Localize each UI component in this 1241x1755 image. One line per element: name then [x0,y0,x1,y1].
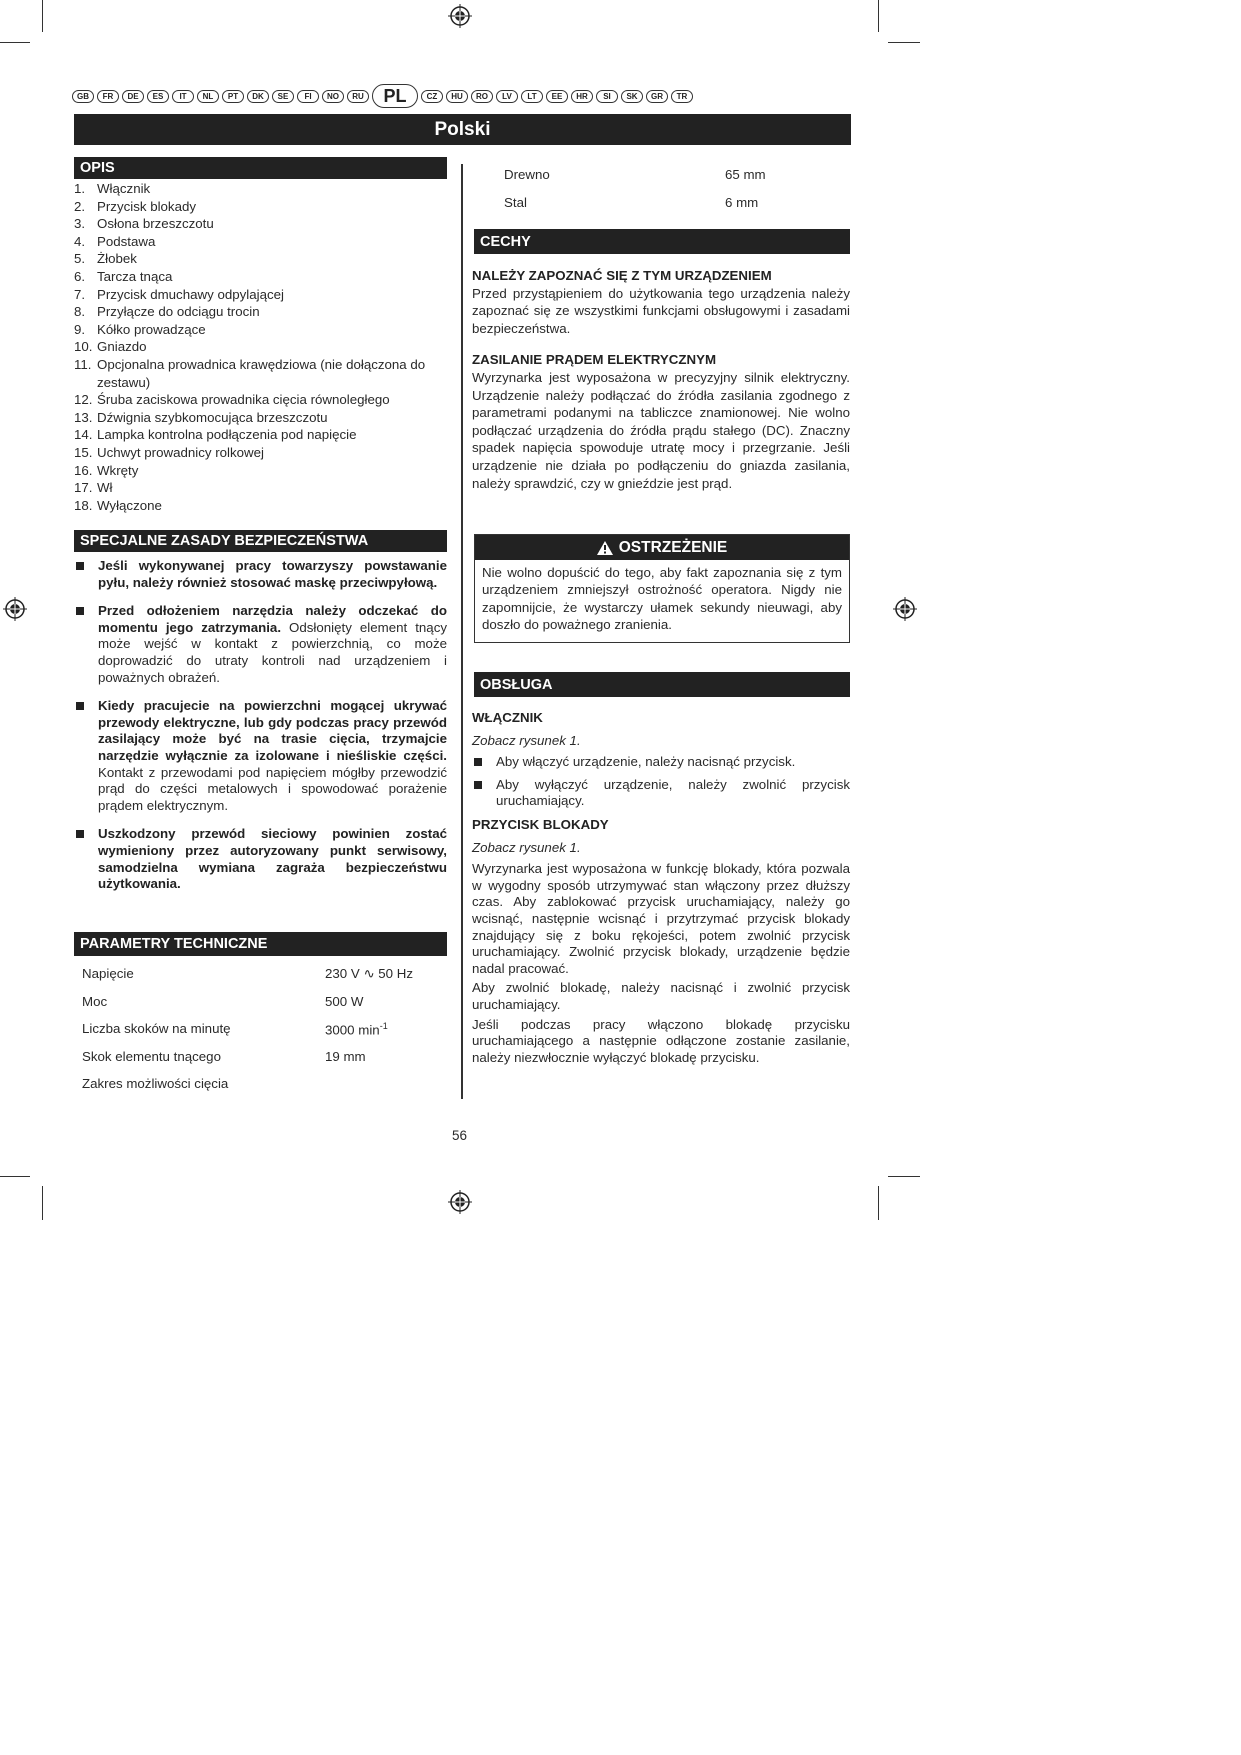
square-bullet-icon [76,562,84,570]
list-item [74,409,449,427]
item-number: 10. [74,339,93,355]
item-text: Śruba zaciskowa prowadnika cięcia równoległego [97,392,390,408]
item-text: Osłona brzeszczotu [97,216,214,232]
crop-mark [878,0,879,32]
language-badge-si[interactable]: SI [596,90,618,103]
list-item [74,303,449,321]
language-badge-se[interactable]: SE [272,90,294,103]
item-number: 17. [74,480,93,496]
language-badge-hr[interactable]: HR [571,90,593,103]
figure-reference: Zobacz rysunek 1. [472,732,581,748]
list-item [74,180,449,198]
item-text: Opcjonalna prowadnica krawędziowa (nie dołączona do zestawu) [97,356,426,390]
figure-reference: Zobacz rysunek 1. [472,839,581,855]
list-item [74,286,449,304]
registration-mark-icon [3,597,27,621]
item-number: 1. [74,181,86,196]
list-item [74,321,449,339]
language-badge-hu[interactable]: HU [446,90,468,103]
warning-box [474,534,850,643]
list-item [472,754,850,771]
param-value [325,966,413,982]
item-text: Przyłącze do odciągu trocin [97,304,260,320]
opis-list [74,180,449,514]
section-heading-params: PARAMETRY TECHNICZNE [74,932,447,956]
language-badge-cz[interactable]: CZ [421,90,443,103]
item-text: Wyłączone [97,497,162,513]
language-badge-dk[interactable]: DK [247,90,269,103]
param-value [325,994,363,1009]
paragraph: Przed przystąpieniem do użytkowania tego urządzenia należy zapoznać się ze wszystkimi funkcjami obsługowymi i zasadami bezpieczeństwa. [472,285,850,336]
item-number: 8. [74,304,86,320]
language-badge-fr[interactable]: FR [97,90,119,103]
list-item [74,391,449,409]
param-value [725,167,766,182]
paragraph: Jeśli podczas pracy włączono blokadę przycisku uruchamiającego a następnie odłączone zostanie zasilanie, należy niezwłocznie wyłączyć blokadę przycisku. [472,1016,850,1065]
crop-mark [888,42,920,43]
section-heading-opis: OPIS [74,157,447,179]
safety-list [74,558,447,905]
square-bullet-icon [76,830,84,838]
param-value-text: 19 mm [325,1048,366,1064]
language-badge-fi[interactable]: FI [297,90,319,103]
item-number: 13. [74,409,93,425]
subheading: ZASILANIE PRĄDEM ELEKTRYCZNYM [472,352,717,368]
language-badge-sk[interactable]: SK [621,90,643,103]
param-label: Zakres możliwości cięcia [82,1076,229,1091]
page-number: 56 [452,1128,468,1143]
item-number: 16. [74,462,93,478]
column-divider [461,164,463,1099]
param-value-text: 6 mm [725,195,759,210]
item-text: Tarcza tnąca [97,268,173,284]
language-badge-gb[interactable]: GB [72,90,94,103]
list-item [74,558,447,591]
item-text: Lampka kontrolna podłączenia pod napięcie [97,427,357,443]
obsluga-content [472,709,850,1066]
list-item [74,444,449,462]
list-item [472,777,850,810]
square-bullet-icon [76,607,84,615]
body-text: Kontakt z przewodami pod napięciem mógłby przewodzić prąd do części metalowych i spowodować porażenie prądem elektrycznym. [98,764,447,813]
item-text: Gniazdo [97,339,147,355]
item-number: 2. [74,198,86,214]
cechy-content [472,267,850,492]
table-row [82,1021,442,1041]
param-value [325,1021,388,1037]
item-number: 15. [74,444,93,460]
item-text: Włącznik [97,181,151,196]
section-heading-obsluga: OBSŁUGA [474,672,850,697]
param-label: Drewno [504,167,550,182]
bold-text: Przed odłożeniem narzędzia należy odczekać do momentu jego zatrzymania. [98,603,447,635]
list-item [74,356,449,391]
subheading: PRZYCISK BLOKADY [472,816,609,832]
body-text: Odsłonięty element tnący może wejść w kontakt z powierzchnią, co może doprowadzić do utraty kontroli nad urządzeniem i poważnych obrażeń. [98,619,447,685]
list-item [74,233,449,251]
param-value [725,195,758,210]
paragraph: Wyrzynarka jest wyposażona w funkcję blokady, która pozwala w wygodny sposób utrzymywać stan włączony przez dłuższy czas. Aby zablokować przycisk uruchamiający, należy go wcisnąć, następnie wcisnąć i przytrzymać przycisk blokady znajdujący się z boku rękojeści, potem zwolnić przycisk uruchamiający. Zwolnić przycisk blokady, urządzenie będzie nadal pracować. [472,861,850,976]
bullet-text: Aby włączyć urządzenie, należy nacisnąć przycisk. [496,754,796,770]
section-heading-safety: SPECJALNE ZASADY BEZPIECZEŃSTWA [74,530,447,552]
section-heading-cechy: CECHY [474,229,850,254]
list-item [74,698,447,814]
list-item [74,826,447,892]
item-number: 4. [74,233,86,249]
warning-text: Nie wolno dopuścić do tego, aby fakt zapoznania się z tym urządzeniem zmniejszył ostrożność operatora. Nigdy nie zapomnijcie, że wystarczy ułamek sekundy nieuwagi, aby doszło do poważnego zranienia. [482,565,842,633]
param-value [325,1049,366,1064]
registration-mark-icon [448,4,472,28]
warning-triangle-icon [597,541,613,555]
language-badge-pt[interactable]: PT [222,90,244,103]
list-item [74,479,449,497]
item-text: Dźwignia szybkomocująca brzeszczotu [97,409,328,425]
crop-mark [0,1176,30,1177]
param-value-text: 65 mm [725,167,766,182]
language-badge-nl[interactable]: NL [197,90,219,103]
bold-text: Uszkodzony przewód sieciowy powinien zostać wymieniony przez autoryzowany punkt serwisowy, samodzielna wymiana zagraża bezpieczeństwu użytkowania. [98,826,447,892]
registration-mark-icon [448,1190,472,1214]
language-badge-ru[interactable]: RU [347,90,369,103]
item-number: 7. [74,286,86,302]
param-label: Stal [504,195,527,210]
table-row [504,195,864,215]
table-row [82,1076,442,1096]
language-badge-pl[interactable]: PL [372,84,418,108]
subheading: WŁĄCZNIK [472,710,543,725]
list-item [74,426,449,444]
warning-title: OSTRZEŻENIE [618,538,728,556]
list-item [74,338,449,356]
item-text: Wkręty [97,462,139,478]
param-label: Napięcie [82,966,134,981]
item-number: 5. [74,251,86,267]
item-number: 6. [74,268,86,284]
crop-mark [888,1176,920,1177]
list-item [74,215,449,233]
table-row [82,966,442,986]
paragraph: Aby zwolnić blokadę, należy nacisnąć i zwolnić przycisk uruchamiający. [472,980,850,1012]
crop-mark [42,0,43,32]
item-text: Przycisk dmuchawy odpylającej [97,286,284,302]
crop-mark [878,1186,879,1220]
crop-mark [0,42,30,43]
bullet-text: Aby wyłączyć urządzenie, należy zwolnić przycisk uruchamiający. [496,776,850,809]
table-row [82,1049,442,1069]
language-badge-no[interactable]: NO [322,90,344,103]
language-badge-lt[interactable]: LT [521,90,543,103]
param-label: Skok elementu tnącego [82,1048,221,1064]
language-badge-lv[interactable]: LV [496,90,518,103]
list-item [74,268,449,286]
param-value-text: 500 W [325,993,364,1009]
language-badge-tr[interactable]: TR [671,90,693,103]
table-row [82,994,442,1014]
item-number: 14. [74,427,93,443]
item-number: 11. [74,356,92,372]
item-number: 18. [74,497,93,513]
param-unit-exponent: -1 [379,1021,388,1031]
square-bullet-icon [474,758,482,766]
list-item [74,250,449,268]
item-text: Przycisk blokady [97,198,197,214]
language-badge-ro[interactable]: RO [471,90,493,103]
list-item [74,603,447,686]
language-badge-es[interactable]: ES [147,90,169,103]
square-bullet-icon [76,702,84,710]
param-label: Moc [82,993,108,1009]
registration-mark-icon [893,597,917,621]
language-bar [72,84,852,108]
param-label: Liczba skoków na minutę [82,1021,231,1036]
item-text: Żłobek [97,251,137,267]
list-item [74,497,449,515]
crop-mark [42,1186,43,1220]
item-number: 12. [74,392,93,408]
item-text: Kółko prowadzące [97,321,206,337]
page-title: Polski [74,114,851,145]
language-badge-gr[interactable]: GR [646,90,668,103]
subheading: NALEŻY ZAPOZNAĆ SIĘ Z TYM URZĄDZENIEM [472,268,772,283]
param-value-text: 3000 min [325,1022,380,1038]
item-number: 3. [74,216,86,232]
table-row [504,167,864,187]
language-badge-de[interactable]: DE [122,90,144,103]
item-text: Podstawa [97,233,156,249]
list-item [74,198,449,216]
language-badge-ee[interactable]: EE [546,90,568,103]
language-badge-it[interactable]: IT [172,90,194,103]
item-number: 9. [74,321,86,337]
item-text: Wł [97,480,113,496]
bold-text: Kiedy pracujecie na powierzchni mogącej ukrywać przewody elektryczne, lub gdy podczas pracy przewód zasilający może być na trasie cięcia, trzymajcie narzędzie wyłącznie za izolowane i nieśliskie części. [98,698,447,763]
square-bullet-icon [474,781,482,789]
item-text: Uchwyt prowadnicy rolkowej [97,444,265,460]
bold-text: Jeśli wykonywanej pracy towarzyszy powstawanie pyłu, należy również stosować maskę przeciwpyłową. [98,558,447,590]
list-item [74,462,449,480]
warning-header [475,535,849,560]
param-value-text: 230 V ∿ 50 Hz [325,966,414,981]
paragraph: Wyrzynarka jest wyposażona w precyzyjny silnik elektryczny. Urządzenie należy podłączać do źródła zasilania zgodnego z parametrami podanymi na tabliczce znamionowej. Nie wolno podłączać urządzenia do źródła prądu stałego (DC). Znaczny spadek napięcia spowoduje utratę mocy i przegrzanie. Jeśli urządzenie nie działa po podłączeniu do gniazda zasilania, należy sprawdzić, czy w gnieździe jest prąd. [472,369,850,491]
